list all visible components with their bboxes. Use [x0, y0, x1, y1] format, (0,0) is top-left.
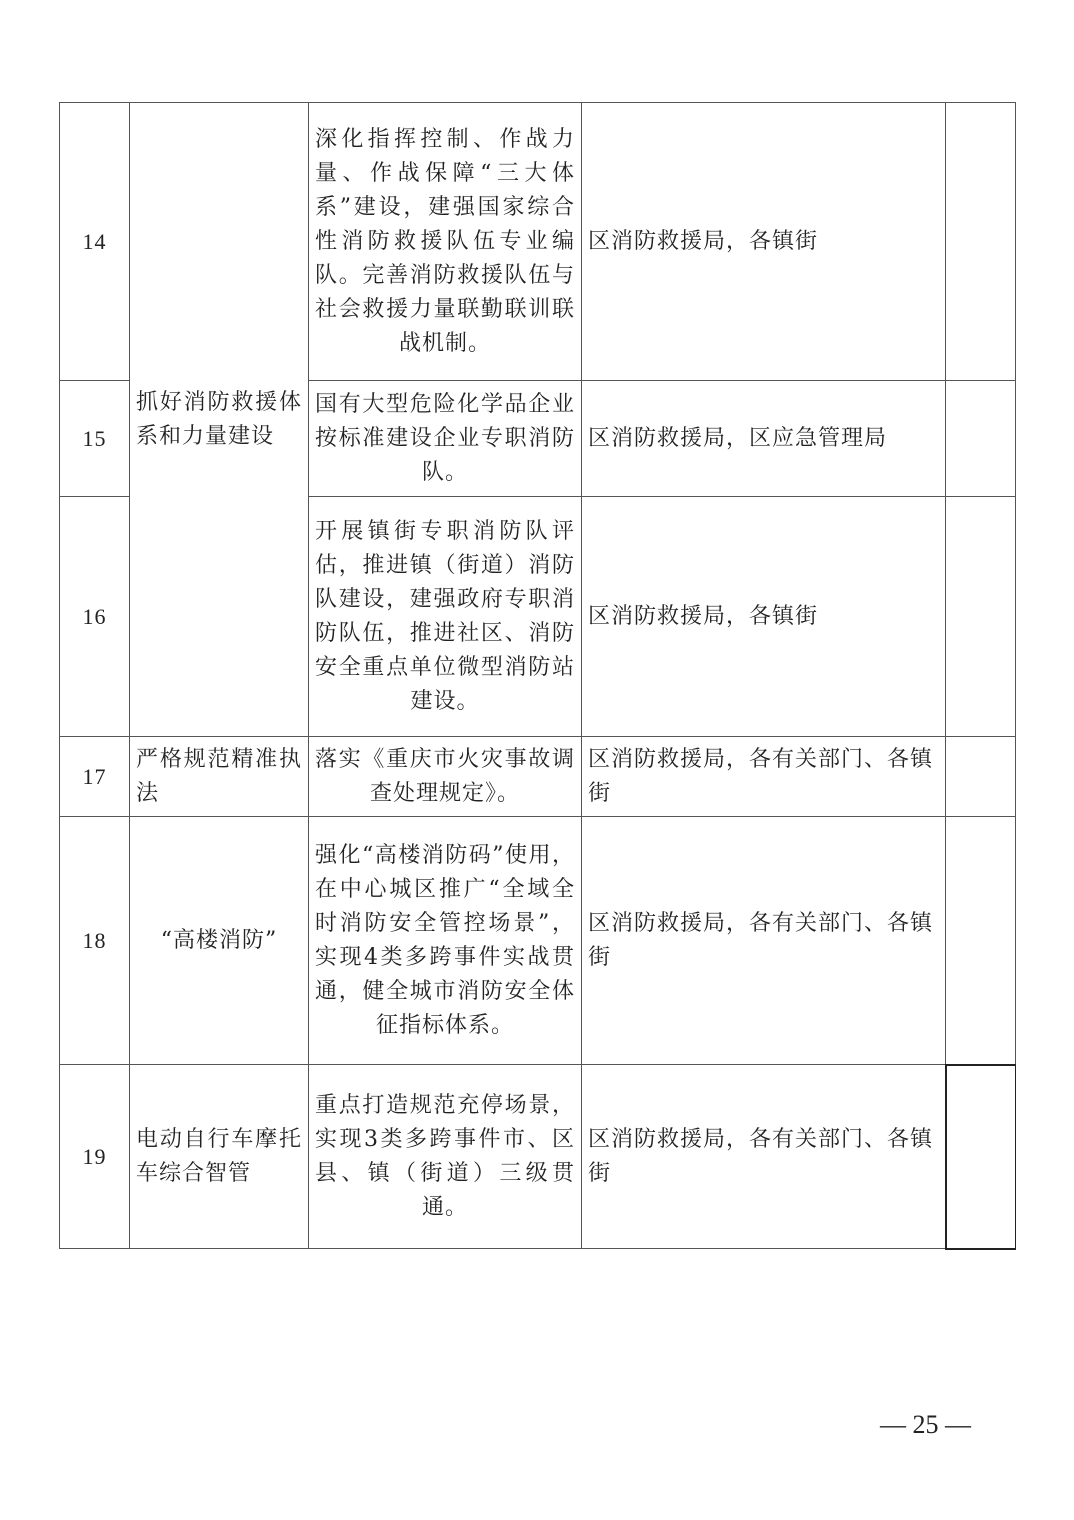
- measure-cell: 落实《重庆市火灾事故调查处理规定》。: [309, 737, 582, 817]
- remark-cell: [946, 737, 1016, 817]
- row-number: 15: [60, 381, 130, 497]
- table-row: [60, 817, 1016, 1065]
- row-number: 17: [60, 737, 130, 817]
- remark-cell: [946, 1065, 1016, 1249]
- remark-cell: [946, 817, 1016, 1065]
- row-number: 19: [60, 1065, 130, 1249]
- row-number: 14: [60, 103, 130, 381]
- task-category-cell: 严格规范精准执法: [130, 737, 309, 817]
- remark-cell: [946, 103, 1016, 381]
- measure-cell: 深化指挥控制、作战力量、作战保障“三大体系”建设，建强国家综合性消防救援队伍专业编队。完善消防救援队伍与社会救援力量联勤联训联战机制。: [309, 103, 582, 381]
- responsible-unit-cell: 区消防救援局，各有关部门、各镇街: [582, 737, 946, 817]
- table-row: [60, 737, 1016, 817]
- table-row: [60, 103, 1016, 381]
- task-table: [59, 102, 1016, 1250]
- row-number: 18: [60, 817, 130, 1065]
- measure-cell: 强化“高楼消防码”使用，在中心城区推广“全域全时消防安全管控场景”，实现4类多跨事件实战贯通，健全城市消防安全体征指标体系。: [309, 817, 582, 1065]
- responsible-unit-cell: 区消防救援局，各镇街: [582, 497, 946, 737]
- task-category-cell: 抓好消防救援体系和力量建设: [130, 103, 309, 737]
- task-category-cell: “高楼消防”: [130, 817, 309, 1065]
- remark-cell: [946, 381, 1016, 497]
- measure-cell: 国有大型危险化学品企业按标准建设企业专职消防队。: [309, 381, 582, 497]
- measure-cell: 重点打造规范充停场景，实现3类多跨事件市、区县、镇（街道）三级贯通。: [309, 1065, 582, 1249]
- page-number: — 25 —: [880, 1410, 971, 1439]
- measure-cell: 开展镇街专职消防队评估，推进镇（街道）消防队建设，建强政府专职消防队伍，推进社区、消防安全重点单位微型消防站建设。: [309, 497, 582, 737]
- responsible-unit-cell: 区消防救援局，区应急管理局: [582, 381, 946, 497]
- row-number: 16: [60, 497, 130, 737]
- task-table-sheet: [59, 102, 1015, 1250]
- responsible-unit-cell: 区消防救援局，各有关部门、各镇街: [582, 817, 946, 1065]
- task-category-cell: 电动自行车摩托车综合智管: [130, 1065, 309, 1249]
- table-row: [60, 1065, 1016, 1249]
- remark-cell: [946, 497, 1016, 737]
- responsible-unit-cell: 区消防救援局，各镇街: [582, 103, 946, 381]
- responsible-unit-cell: 区消防救援局，各有关部门、各镇街: [582, 1065, 946, 1249]
